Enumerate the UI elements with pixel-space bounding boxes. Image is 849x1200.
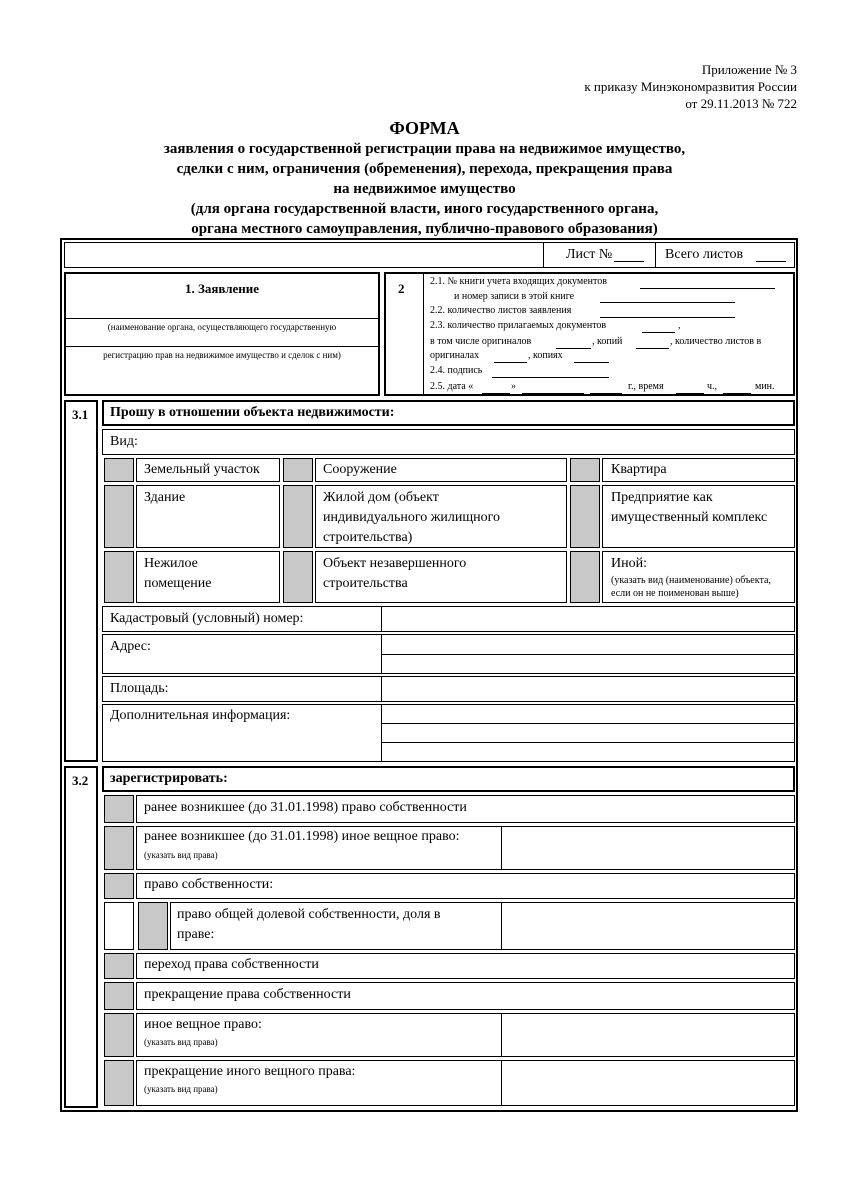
option-nonresidential-line1: Нежилое	[144, 556, 198, 571]
s2-time-label: г., время	[628, 381, 664, 392]
checkbox-termination[interactable]	[104, 982, 134, 1010]
checkbox-house[interactable]	[283, 485, 313, 548]
s2-minutes-label: мин.	[755, 381, 775, 392]
s2-year-field[interactable]	[590, 393, 622, 394]
other-right-hint: (указать вид права)	[144, 1037, 218, 1047]
shared-ownership-line2: праве:	[177, 927, 215, 942]
option-flat-label: Квартира	[611, 462, 667, 477]
prior-ownership-label: ранее возникшее (до 31.01.1998) право собственности	[144, 800, 467, 815]
s2-sheets-label: 2.2. количество листов заявления	[430, 305, 572, 316]
s2-docs-label: 2.3. количество прилагаемых документов	[430, 320, 607, 331]
option-enterprise-line2: имущественный комплекс	[611, 510, 768, 525]
form-subtitle-2: сделки с ним, ограничения (обременения), перехода, прекращения права	[176, 161, 673, 177]
form-subtitle-5: органа местного самоуправления, публично-правового образования)	[191, 221, 658, 237]
option-enterprise-line1: Предприятие как	[611, 490, 713, 505]
address-field[interactable]	[383, 635, 793, 673]
section-2-number: 2	[398, 281, 405, 296]
sheet-number-label: Лист №	[566, 247, 613, 262]
option-house-line3: строительства)	[323, 530, 413, 545]
kind-row	[102, 429, 795, 455]
section-3-1-title: Прошу в отношении объекта недвижимости:	[110, 405, 395, 420]
s2-copies-field[interactable]	[636, 348, 669, 349]
transfer-label: переход права собственности	[144, 957, 319, 972]
checkbox-other[interactable]	[570, 551, 600, 603]
area-label: Площадь:	[110, 681, 169, 696]
checkbox-structure[interactable]	[283, 458, 313, 482]
s2-orig-sheets-field[interactable]	[494, 362, 527, 363]
extra-info-label: Дополнительная информация:	[110, 708, 291, 723]
checkbox-unfinished[interactable]	[283, 551, 313, 603]
address-label: Адрес:	[110, 639, 151, 654]
prior-other-right-field[interactable]	[503, 827, 793, 869]
section-3-2-title: зарегистрировать:	[110, 771, 228, 786]
shared-ownership-field[interactable]	[503, 903, 793, 949]
shared-ownership-line1: право общей долевой собственности, доля в	[177, 907, 441, 922]
section-3-1-number: 3.1	[72, 407, 89, 422]
s2-hours-label: ч.,	[707, 381, 718, 392]
option-nonresidential-line2: помещение	[144, 576, 212, 591]
s2-signature-field[interactable]	[492, 377, 609, 378]
s2-signature-label: 2.4. подпись	[430, 365, 483, 376]
s2-minutes-field[interactable]	[723, 393, 751, 394]
termination-other-right-label: прекращение иного вещного права:	[144, 1064, 356, 1079]
s2-copy-sheets-field[interactable]	[574, 362, 609, 363]
s2-docs-comma: ,	[678, 320, 681, 331]
annex-line-3: от 29.11.2013 № 722	[685, 96, 797, 111]
sheet-total-label: Всего листов	[665, 247, 744, 262]
checkbox-termination-other-right[interactable]	[104, 1060, 134, 1106]
s2-day-field[interactable]	[482, 393, 510, 394]
s2-sheets-field[interactable]	[600, 317, 735, 318]
checkbox-nonresidential[interactable]	[104, 551, 134, 603]
section-3-1-number-cell	[64, 400, 98, 762]
termination-other-right-hint: (указать вид права)	[144, 1084, 218, 1094]
section-1-title: 1. Заявление	[184, 281, 260, 296]
option-unfinished-line1: Объект незавершенного	[323, 556, 467, 571]
s2-hours-field[interactable]	[676, 393, 704, 394]
checkbox-shared-ownership[interactable]	[138, 902, 168, 950]
option-structure-label: Сооружение	[323, 462, 397, 477]
form-subtitle-4: (для органа государственной власти, иного государственного органа,	[190, 201, 659, 217]
other-right-field[interactable]	[503, 1014, 793, 1056]
s2-docs-field[interactable]	[642, 332, 675, 333]
option-land-label: Земельный участок	[144, 462, 260, 477]
annex-line-1: Приложение № 3	[701, 62, 797, 77]
checkbox-prior-ownership[interactable]	[104, 795, 134, 823]
section-1-hint-2: регистрацию прав на недвижимое имущество и сделок с ним)	[103, 350, 341, 360]
s2-date-label: 2.5. дата «	[430, 381, 474, 392]
termination-label: прекращение права собственности	[144, 987, 351, 1002]
sheet-number-field[interactable]	[614, 261, 644, 262]
s2-copy-sheets-label: , копиях	[528, 350, 563, 361]
area-field[interactable]	[383, 677, 793, 701]
form-subtitle-1: заявления о государственной регистрации права на недвижимое имущество,	[163, 141, 686, 157]
section-3-2-number: 3.2	[72, 773, 89, 788]
checkbox-prior-other-right[interactable]	[104, 826, 134, 870]
checkbox-transfer[interactable]	[104, 953, 134, 979]
s2-month-field[interactable]	[522, 393, 584, 394]
s2-sheets-in-label: , количество листов в	[670, 336, 762, 347]
shared-indent-cell	[104, 902, 134, 950]
checkbox-flat[interactable]	[570, 458, 600, 482]
s2-book-number-label: 2.1. № книги учета входящих документов	[430, 276, 607, 287]
s2-originals-label: в том числе оригиналов	[430, 336, 532, 347]
kind-label: Вид:	[110, 434, 138, 449]
sheet-total-field[interactable]	[756, 261, 786, 262]
checkbox-ownership[interactable]	[104, 873, 134, 899]
option-house-line1: Жилой дом (объект	[323, 490, 439, 505]
section-3-2-number-cell	[64, 766, 98, 1108]
checkbox-land[interactable]	[104, 458, 134, 482]
termination-other-right-field[interactable]	[503, 1061, 793, 1105]
other-right-label: иное вещное право:	[144, 1017, 262, 1032]
extra-info-field[interactable]	[383, 705, 793, 761]
annex-line-2: к приказу Минэкономразвития России	[584, 79, 797, 94]
checkbox-other-right[interactable]	[104, 1013, 134, 1057]
s2-record-field[interactable]	[600, 302, 735, 303]
form-subtitle-3: на недвижимое имущество	[333, 181, 516, 197]
option-unfinished-line2: строительства	[323, 576, 408, 591]
checkbox-building[interactable]	[104, 485, 134, 548]
section-1-hint-1: (наименование органа, осуществляющего государственную	[107, 322, 337, 332]
s2-record-label: и номер записи в этой книге	[454, 291, 575, 302]
cadastral-field[interactable]	[383, 607, 793, 631]
option-building-label: Здание	[144, 490, 186, 505]
prior-other-right-label: ранее возникшее (до 31.01.1998) иное вещное право:	[144, 829, 460, 844]
option-house-line2: индивидуального жилищного	[323, 510, 501, 525]
prior-other-right-hint: (указать вид права)	[144, 850, 218, 860]
ownership-label: право собственности:	[144, 877, 274, 892]
option-other-label: Иной:	[611, 556, 647, 571]
form-title: ФОРМА	[389, 118, 460, 138]
s2-orig-sheets-label: оригиналах	[430, 350, 480, 361]
cadastral-label: Кадастровый (условный) номер:	[110, 611, 304, 626]
option-other-hint-1: (указать вид (наименование) объекта,	[611, 575, 771, 586]
s2-book-number-field[interactable]	[640, 288, 775, 289]
s2-date-quote: »	[511, 381, 516, 392]
s2-copies-label: , копий	[592, 336, 623, 347]
s2-originals-field[interactable]	[556, 348, 591, 349]
option-other-hint-2: если он не поименован выше)	[611, 588, 739, 599]
checkbox-enterprise[interactable]	[570, 485, 600, 548]
